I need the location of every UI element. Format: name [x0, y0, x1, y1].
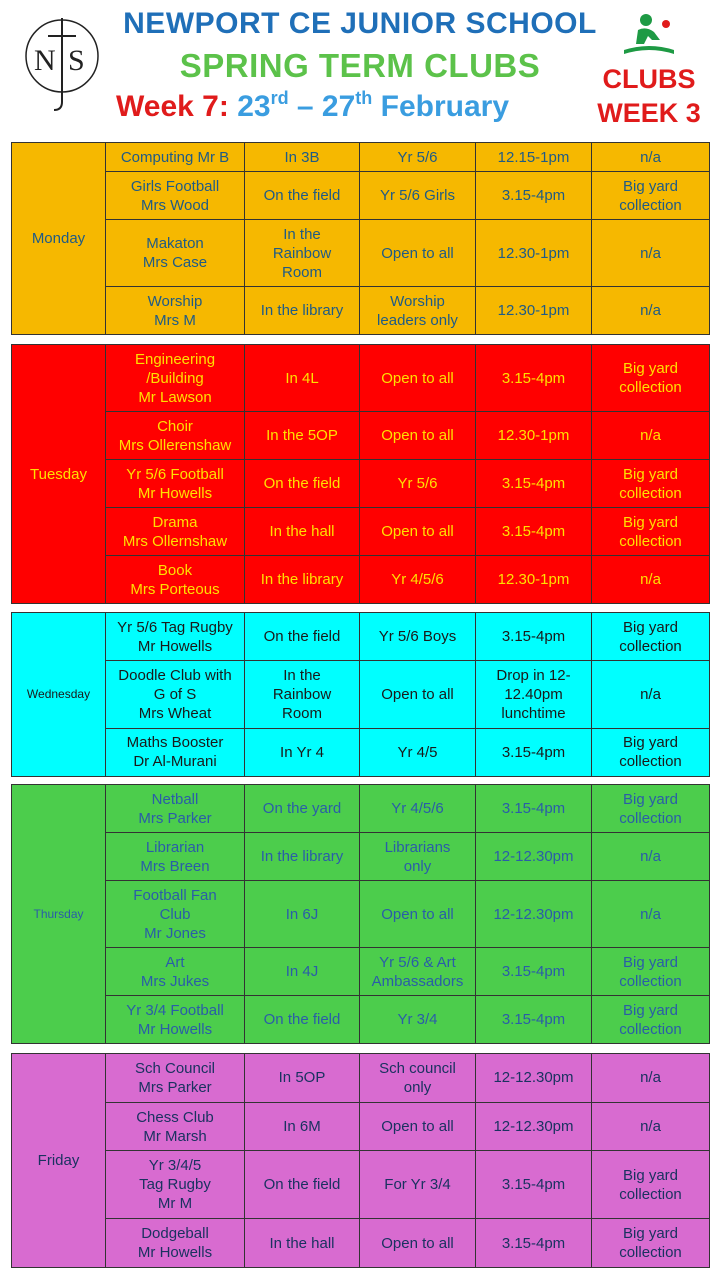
location-cell [245, 1054, 360, 1103]
club-text: Mrs Wheat [138, 704, 212, 722]
club-text: Mrs Jukes [140, 972, 210, 990]
club-text: Mr Lawson [138, 388, 212, 406]
thursday-table [11, 784, 710, 1044]
collection-text: n/a [640, 427, 661, 444]
location-cell [245, 948, 360, 996]
collection-text: collection [619, 1185, 682, 1203]
time-cell [476, 1219, 592, 1268]
svg-text:S: S [68, 44, 85, 77]
club-text: Choir [157, 417, 193, 435]
who-text: Yr 5/6 Boys [378, 628, 457, 646]
location-cell [245, 1151, 360, 1219]
collection-cell [592, 785, 710, 833]
term-title: SPRING TERM CLUBS [179, 47, 541, 84]
clubs-week-label: CLUBS WEEK 3 [597, 64, 701, 128]
club-text: G of S [153, 685, 197, 703]
who-text: Yr 4/5 [397, 743, 438, 761]
who-cell [360, 948, 476, 996]
collection-text: collection [619, 196, 682, 214]
club-text: Tag Rugby [139, 1176, 211, 1194]
who-text: leaders only [377, 311, 458, 329]
collection-text: n/a [640, 1069, 661, 1087]
club-text: Yr 3/4/5 [148, 1157, 202, 1175]
club-cell [106, 1219, 245, 1268]
table-row [12, 948, 710, 996]
collection-text: collection [619, 972, 682, 990]
club-text: Makaton [146, 235, 204, 252]
club-text: Netball [151, 790, 199, 808]
football-player-icon [616, 10, 682, 62]
time-cell [476, 833, 592, 881]
club-text: Football Fan [133, 886, 217, 904]
club-text: Mrs Case [142, 254, 208, 271]
collection-text: collection [619, 637, 682, 655]
location-text: Rainbow [272, 685, 332, 703]
table-row [12, 143, 710, 172]
day-label: Monday [12, 143, 106, 335]
club-cell [106, 661, 245, 728]
club-cell [106, 785, 245, 833]
week-label: Week 7: [116, 90, 229, 123]
club-text: Computing Mr B [120, 148, 230, 166]
time-text: Drop in 12- [496, 666, 571, 684]
location-cell [245, 1219, 360, 1268]
club-text: Dodgeball [141, 1225, 209, 1243]
collection-cell [592, 345, 710, 412]
who-cell [360, 556, 476, 604]
collection-cell [592, 833, 710, 881]
time-text: 12-12.30pm [493, 848, 574, 865]
location-text: In the library [260, 302, 344, 319]
club-text: Yr 3/4 Football [126, 1001, 224, 1019]
who-text: Open to all [381, 1234, 454, 1252]
who-cell [360, 1219, 476, 1268]
who-text: Yr 5/6 & Art [379, 953, 456, 971]
day-label: Tuesday [12, 345, 106, 604]
club-text: Mrs Parker [138, 809, 212, 827]
time-text: 3.15-4pm [501, 628, 566, 646]
club-text: Chess Club [136, 1108, 214, 1126]
table-row [12, 172, 710, 220]
who-cell [360, 728, 476, 776]
club-text: Worship [147, 292, 203, 310]
time-text: 3.15-4pm [501, 369, 566, 387]
wednesday-table [11, 612, 710, 777]
club-text: Mr Marsh [143, 1127, 207, 1145]
collection-text: Big yard [622, 465, 679, 483]
collection-text: collection [619, 532, 682, 550]
location-cell [245, 661, 360, 728]
club-cell [106, 345, 245, 412]
time-cell [476, 728, 592, 776]
table-row [12, 345, 710, 412]
collection-text: n/a [640, 848, 661, 865]
club-text: Mr Howells [137, 1244, 213, 1262]
who-cell [360, 412, 476, 460]
location-cell [245, 556, 360, 604]
time-text: lunchtime [501, 704, 566, 722]
who-text: Open to all [381, 905, 454, 923]
club-text: Book [157, 561, 193, 579]
who-text: Open to all [381, 1118, 454, 1135]
tuesday-table [11, 344, 710, 604]
table-row [12, 220, 710, 287]
table-row [12, 1054, 710, 1103]
time-text: 12.30-1pm [497, 244, 570, 262]
collection-text: collection [619, 379, 682, 396]
table-row [12, 613, 710, 661]
club-cell [106, 556, 245, 604]
collection-text: collection [619, 753, 682, 771]
day-label: Friday [12, 1054, 106, 1268]
who-text: only [403, 1078, 432, 1096]
time-text: 3.15-4pm [501, 523, 566, 540]
location-cell [245, 508, 360, 556]
collection-text: Big yard [622, 1001, 679, 1019]
table-row [12, 728, 710, 776]
club-text: Mr Jones [144, 924, 206, 942]
club-cell [106, 833, 245, 881]
who-text: Yr 4/5/6 [391, 571, 444, 588]
club-text: Yr 5/6 Football [126, 465, 224, 483]
collection-cell [592, 1102, 710, 1151]
who-text: only [403, 857, 432, 875]
time-text: 12-12.30pm [493, 1118, 574, 1135]
club-cell [106, 728, 245, 776]
collection-cell [592, 1151, 710, 1219]
location-cell [245, 460, 360, 508]
collection-cell [592, 996, 710, 1044]
club-cell [106, 613, 245, 661]
who-text: For Yr 3/4 [384, 1176, 451, 1194]
friday-table [11, 1053, 710, 1268]
who-cell [360, 613, 476, 661]
collection-cell [592, 412, 710, 460]
who-text: Open to all [381, 685, 454, 703]
who-cell [360, 287, 476, 335]
location-text: On the field [263, 1176, 341, 1194]
club-cell [106, 143, 245, 172]
club-text: Mr M [157, 1195, 193, 1213]
location-cell [245, 143, 360, 172]
who-cell [360, 345, 476, 412]
time-text: 3.15-4pm [501, 1176, 566, 1194]
club-text: Sch Council [134, 1059, 216, 1077]
location-text: In 3B [284, 148, 320, 166]
location-text: In the hall [269, 1234, 335, 1252]
club-text: Mr Howells [137, 637, 213, 655]
club-text: Dr Al-Murani [133, 753, 217, 771]
collection-text: Big yard [622, 1166, 679, 1184]
collection-text: Big yard [622, 177, 679, 195]
time-cell [476, 287, 592, 335]
club-text: Mrs Porteous [130, 580, 220, 598]
who-text: Yr 5/6 [397, 475, 438, 492]
time-cell [476, 508, 592, 556]
location-cell [245, 220, 360, 287]
who-cell [360, 661, 476, 728]
who-text: Ambassadors [371, 972, 464, 990]
location-text: In 5OP [278, 1069, 326, 1087]
location-cell [245, 345, 360, 412]
location-cell [245, 613, 360, 661]
who-cell [360, 785, 476, 833]
club-text: Mrs Breen [140, 857, 210, 875]
location-text: In 6M [283, 1118, 321, 1135]
club-text: Mrs M [154, 311, 196, 329]
collection-cell [592, 1054, 710, 1103]
location-text: In the library [260, 848, 344, 865]
time-cell [476, 460, 592, 508]
club-cell [106, 1054, 245, 1103]
who-cell [360, 881, 476, 948]
time-text: 3.15-4pm [501, 1011, 566, 1028]
location-text: Room [281, 263, 322, 281]
club-text: Mrs Parker [138, 1078, 212, 1096]
collection-text: collection [619, 1020, 682, 1038]
table-row [12, 556, 710, 604]
who-cell [360, 508, 476, 556]
time-cell [476, 412, 592, 460]
club-text: /Building [146, 369, 204, 387]
club-text: Girls Football [130, 177, 220, 195]
location-text: On the yard [262, 800, 342, 817]
time-text: 3.15-4pm [501, 963, 566, 980]
table-row [12, 1102, 710, 1151]
location-text: In Yr 4 [280, 743, 324, 761]
collection-cell [592, 661, 710, 728]
time-text: 12-12.30pm [493, 1069, 574, 1087]
who-text: Worship [390, 292, 445, 310]
club-cell [106, 172, 245, 220]
collection-text: Big yard [622, 513, 679, 531]
location-cell [245, 287, 360, 335]
time-cell [476, 220, 592, 287]
collection-text: n/a [640, 1118, 661, 1135]
location-text: On the field [263, 628, 341, 646]
time-cell [476, 785, 592, 833]
who-cell [360, 996, 476, 1044]
location-text: In 6J [285, 905, 319, 923]
club-cell [106, 1151, 245, 1219]
monday-table [11, 142, 710, 335]
collection-cell [592, 143, 710, 172]
time-text: 3.15-4pm [501, 1234, 566, 1252]
location-cell [245, 172, 360, 220]
time-cell [476, 345, 592, 412]
collection-cell [592, 287, 710, 335]
time-text: 12.40pm [504, 685, 563, 703]
time-text: 3.15-4pm [501, 800, 566, 817]
table-row [12, 996, 710, 1044]
collection-cell [592, 948, 710, 996]
collection-text: collection [619, 809, 682, 827]
week-dates [116, 88, 596, 126]
club-text: Mrs Ollerenshaw [118, 436, 232, 454]
who-text: Yr 4/5/6 [391, 800, 444, 817]
school-name: NEWPORT CE JUNIOR SCHOOL [123, 7, 597, 40]
club-text: Drama [152, 513, 198, 531]
collection-text: n/a [640, 571, 661, 588]
collection-text: Big yard [622, 790, 679, 808]
time-text: 12.30-1pm [497, 571, 570, 588]
time-cell [476, 881, 592, 948]
location-text: In the hall [269, 523, 335, 540]
table-row [12, 1151, 710, 1219]
collection-text: Big yard [622, 734, 679, 752]
who-text: Yr 5/6 [397, 148, 438, 166]
who-cell [360, 460, 476, 508]
location-text: In 4L [285, 369, 319, 387]
time-cell [476, 1054, 592, 1103]
location-text: Rainbow [272, 244, 332, 262]
day-label: Wednesday [12, 613, 106, 777]
table-row [12, 833, 710, 881]
collection-cell [592, 220, 710, 287]
who-cell [360, 1054, 476, 1103]
day-label: Thursday [12, 785, 106, 1044]
time-cell [476, 1151, 592, 1219]
table-row [12, 785, 710, 833]
time-text: 3.15-4pm [501, 743, 566, 761]
time-cell [476, 613, 592, 661]
time-cell [476, 172, 592, 220]
location-cell [245, 785, 360, 833]
who-cell [360, 833, 476, 881]
table-row [12, 881, 710, 948]
club-cell [106, 948, 245, 996]
club-text: Engineering [134, 350, 216, 368]
club-text: Mrs Wood [140, 196, 210, 214]
time-text: 3.15-4pm [501, 187, 566, 204]
collection-cell [592, 556, 710, 604]
collection-text: n/a [640, 244, 661, 262]
date-range: 23rd – 27th February [237, 88, 510, 123]
who-text: Yr 3/4 [397, 1011, 438, 1028]
collection-cell [592, 1219, 710, 1268]
who-text: Open to all [381, 244, 454, 262]
location-cell [245, 996, 360, 1044]
collection-cell [592, 508, 710, 556]
club-cell [106, 460, 245, 508]
who-text: Open to all [381, 427, 454, 444]
table-row [12, 661, 710, 728]
time-cell [476, 143, 592, 172]
time-cell [476, 1102, 592, 1151]
club-cell [106, 996, 245, 1044]
time-cell [476, 556, 592, 604]
club-text: Maths Booster [126, 734, 224, 752]
who-text: Sch council [379, 1059, 456, 1077]
table-row [12, 1219, 710, 1268]
who-cell [360, 172, 476, 220]
table-row [12, 412, 710, 460]
location-text: In the [283, 666, 321, 684]
club-cell [106, 1102, 245, 1151]
club-text: Mr Howells [137, 484, 213, 502]
location-cell [245, 833, 360, 881]
who-cell [360, 1151, 476, 1219]
location-text: On the field [263, 1011, 341, 1028]
club-cell [106, 220, 245, 287]
collection-text: collection [619, 1244, 682, 1262]
location-text: In the 5OP [266, 427, 338, 444]
time-text: 3.15-4pm [501, 475, 566, 492]
club-text: Club [159, 905, 191, 923]
time-text: 12-12.30pm [493, 905, 574, 923]
collection-cell [592, 881, 710, 948]
club-text: Mrs Ollernshaw [122, 532, 228, 550]
club-cell [106, 412, 245, 460]
time-text: 12.15-1pm [497, 148, 570, 166]
location-cell [245, 728, 360, 776]
club-text: Yr 5/6 Tag Rugby [117, 618, 233, 636]
collection-text: Big yard [622, 618, 679, 636]
club-text: Art [165, 953, 185, 971]
collection-text: n/a [640, 685, 661, 703]
collection-text: collection [619, 484, 682, 502]
club-text: Librarian [145, 838, 205, 856]
collection-cell [592, 728, 710, 776]
school-logo [22, 14, 102, 114]
collection-text: Big yard [622, 953, 679, 971]
club-text: Doodle Club with [118, 666, 232, 684]
location-cell [245, 412, 360, 460]
table-row [12, 460, 710, 508]
svg-text:N: N [34, 44, 56, 77]
who-text: Librarians [384, 838, 451, 856]
collection-cell [592, 172, 710, 220]
collection-cell [592, 460, 710, 508]
location-text: In 4J [285, 963, 319, 980]
who-cell [360, 143, 476, 172]
collection-text: n/a [640, 148, 661, 166]
time-text: 12.30-1pm [497, 427, 570, 444]
table-row [12, 287, 710, 335]
who-cell [360, 220, 476, 287]
who-text: Open to all [381, 523, 454, 540]
time-cell [476, 661, 592, 728]
location-cell [245, 881, 360, 948]
club-cell [106, 508, 245, 556]
club-text: Mr Howells [137, 1020, 213, 1038]
location-cell [245, 1102, 360, 1151]
time-cell [476, 948, 592, 996]
who-text: Yr 5/6 Girls [379, 187, 455, 204]
location-text: Room [281, 704, 322, 722]
time-cell [476, 996, 592, 1044]
location-text: On the field [263, 187, 341, 204]
collection-text: n/a [640, 905, 661, 923]
collection-cell [592, 613, 710, 661]
time-text: 12.30-1pm [497, 302, 570, 319]
club-cell [106, 881, 245, 948]
who-text: Open to all [381, 369, 454, 387]
who-cell [360, 1102, 476, 1151]
location-text: On the field [263, 475, 341, 492]
table-row [12, 508, 710, 556]
location-text: In the [283, 225, 321, 243]
collection-text: Big yard [622, 360, 679, 377]
collection-text: Big yard [622, 1225, 679, 1243]
location-text: In the library [260, 571, 344, 588]
club-cell [106, 287, 245, 335]
collection-text: n/a [640, 302, 661, 319]
